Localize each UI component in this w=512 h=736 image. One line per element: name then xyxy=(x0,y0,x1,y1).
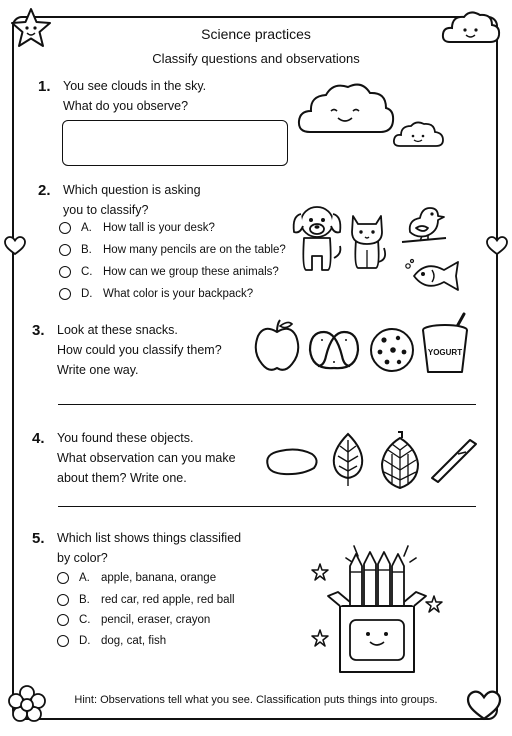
cloud-face-icon xyxy=(392,120,446,150)
leaf-icon xyxy=(330,432,366,488)
question-2-number: 2. xyxy=(38,182,51,199)
question-3-number: 3. xyxy=(32,322,45,339)
dog-icon xyxy=(290,198,344,274)
question-4-answer-line[interactable] xyxy=(58,506,476,507)
apple-icon xyxy=(252,318,302,374)
question-5-option-c[interactable]: C. pencil, eraser, crayon xyxy=(57,610,210,630)
cat-icon xyxy=(346,210,388,270)
question-5-text: Which list shows things classified by color? xyxy=(57,531,242,565)
question-4-text: You found these objects. What observation can you make about them? Write one. xyxy=(57,431,236,485)
question-2-text: Which question is asking you to classify? xyxy=(63,183,201,217)
question-5-number: 5. xyxy=(32,530,45,547)
question-1-number: 1. xyxy=(38,78,51,95)
radio-button[interactable] xyxy=(57,614,69,626)
radio-button[interactable] xyxy=(59,222,71,234)
stone-icon xyxy=(262,444,320,478)
question-1-answer-box[interactable] xyxy=(62,120,288,166)
question-5-option-a[interactable]: A. apple, banana, orange xyxy=(57,568,216,588)
question-1-text: You see clouds in the sky. What do you observe? xyxy=(63,79,207,113)
radio-button[interactable] xyxy=(59,266,71,278)
question-3-text: Look at these snacks. How could you classify them? Write one way. xyxy=(57,323,222,377)
question-5-option-b[interactable]: B. red car, red apple, red ball xyxy=(57,590,235,610)
fish-icon xyxy=(404,258,464,294)
question-3-answer-line[interactable] xyxy=(58,404,476,405)
pretzel-icon xyxy=(306,326,362,374)
bird-icon xyxy=(400,202,448,250)
question-4-number: 4. xyxy=(32,430,45,447)
page-title: Science practices xyxy=(201,26,311,42)
cookie-icon xyxy=(368,326,416,374)
question-2-option-a[interactable]: A. How tall is your desk? xyxy=(59,218,215,238)
radio-button[interactable] xyxy=(59,288,71,300)
question-2-option-c[interactable]: C. How can we group these animals? xyxy=(59,262,279,282)
yogurt-label: YOGURT xyxy=(427,348,463,357)
yogurt-cup-icon xyxy=(420,310,472,376)
question-2-option-d[interactable]: D. What color is your backpack? xyxy=(59,284,253,304)
pinecone-icon xyxy=(378,430,422,490)
radio-button[interactable] xyxy=(57,635,69,647)
radio-button[interactable] xyxy=(57,572,69,584)
cloud-face-icon xyxy=(296,78,396,140)
radio-button[interactable] xyxy=(57,594,69,606)
page-subtitle: Classify questions and observations xyxy=(152,51,360,66)
crayon-box-icon xyxy=(306,536,446,678)
question-2-option-b[interactable]: B. How many pencils are on the table? xyxy=(59,240,286,260)
heart-icon xyxy=(4,236,26,256)
question-5-option-d[interactable]: D. dog, cat, fish xyxy=(57,631,166,651)
radio-button[interactable] xyxy=(59,244,71,256)
heart-icon xyxy=(486,236,508,256)
stick-icon xyxy=(428,434,480,486)
hint-text: Hint: Observations tell what you see. Classification puts things into groups. xyxy=(74,694,438,706)
